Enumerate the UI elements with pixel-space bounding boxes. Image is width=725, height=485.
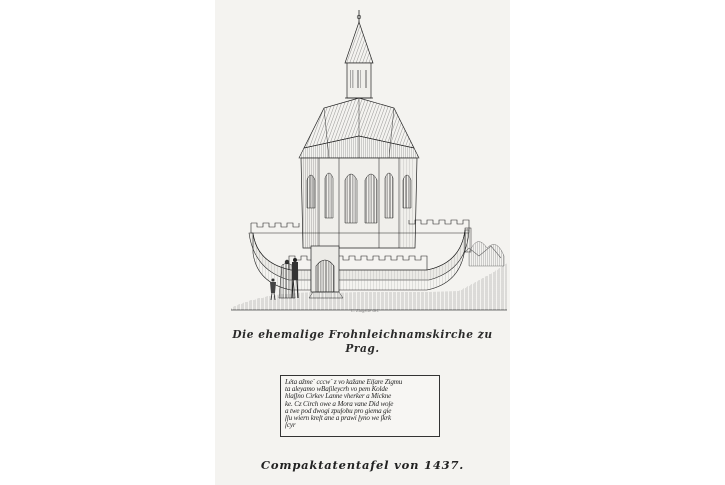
church-engraving [229,8,509,318]
inscription-line: ſſu wiern kreſt ane a prawi ſyno we ſkrk [285,415,392,423]
trees [469,242,504,266]
lantern-spire [345,10,373,98]
octagonal-nave [301,158,417,248]
inscription-line: hlaſſno Cirkev Lanne vherker a Mickne [285,393,392,401]
plate-caption: Die ehemalige Frohnleichnamskirche zu Prag. [232,327,493,355]
inscription-line: Léta ažme˚ cccw˚ z vo kažane Eiſare Zigmu [285,379,403,386]
entrance-gate [309,246,343,298]
inscription-line: ke. Cz Circh owe a Mora vane Did woſe [285,400,394,408]
inscription-box [280,375,440,437]
artist-signature: C. Zingerle del. [350,308,380,313]
inscription-line: ſcyr [285,422,296,430]
inscription-line: a twe pod dwogi zpuſobu pro giema gie [285,407,392,415]
main-roof [299,98,419,158]
inscription-line: ta aleyamo wBaſileycrh vo pem Kolde [285,386,388,394]
footer-title: Compaktatentafel von 1437. [260,458,465,472]
